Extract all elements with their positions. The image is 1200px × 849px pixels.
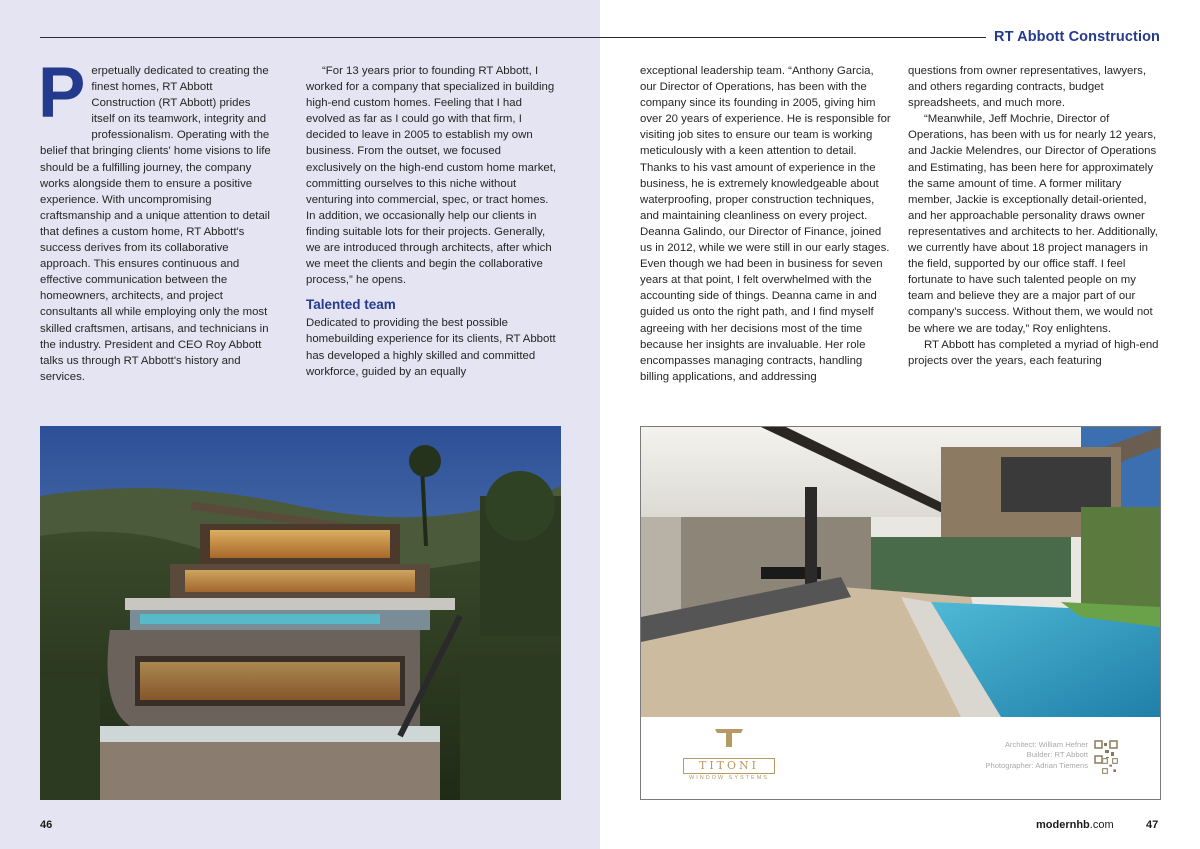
titoni-brand-name: TITONI (683, 758, 775, 774)
article-paragraph: “For 13 years prior to founding RT Abbott, I worked for a company that specialized in building high-end custom homes. Feeling that I had evolved as far as I could go with that firm, I decided to leave in 2005 to establish my own business. From the outset, we focused exclusively on the high-end custom home market, committing ourselves to this niche without venturing into commercial, spec, or tract homes. In addition, we occasionally help our clients in finding suitable lots for their projects. Generally, we are introduced through architects, after which we meet the clients and begin the collaborative process,” he opens. (306, 65, 557, 287)
article-paragraph: questions from owner representatives, lawyers, and others regarding contracts, budget spreadsheets, and much more. (908, 65, 1147, 110)
article-paragraph: erpetually dedicated to creating the finest homes, RT Abbott Construction (RT Abbott) prides itself on its teamwork, integrity and professionalism. Operating with the belief that bringing clients' home visions to life should be a fulfilling journey, the company works alongside them to ensure a positive experience. With uncompromising craftsmanship and a unique attention to detail that defines a custom home, RT Abbott's success derives from its collaborative approach. This ensures continuous and effective communication between the homeowners, architects, and project consultants all while employing only the most skilled craftsmen, artisans, and technicians in the industry. President and CEO Roy Abbott talks us through RT Abbott's history and services. (40, 65, 271, 383)
credit-builder: Builder: RT Abbott (1026, 750, 1088, 760)
photo-credits (985, 740, 1088, 771)
article-column-4 (908, 63, 1160, 369)
credit-photographer: Photographer: Adrian Tiemens (985, 760, 1088, 770)
house-photo (40, 426, 561, 800)
qr-code-small-icon[interactable] (1102, 758, 1118, 774)
house-photo-illustration (40, 426, 561, 800)
article-paragraph: RT Abbott has completed a myriad of high-end projects over the years, each featuring (908, 338, 1159, 367)
article-paragraph: Dedicated to providing the best possible homebuilding experience for its clients, RT Abbott has developed a highly skilled and committed workforce, guided by an equally (306, 317, 556, 378)
article-column-2 (306, 63, 558, 380)
page-number-left: 46 (40, 819, 53, 831)
article-column-1 (38, 54, 276, 385)
site-name[interactable] (1036, 819, 1114, 831)
section-heading: Talented team (306, 297, 396, 313)
site-tld: .com (1089, 819, 1114, 831)
article-paragraph: exceptional leadership team. “Anthony Garcia, our Director of Operations, has been with the company since its founding in 2005, giving him over 20 years of experience. He is responsible for visiting job sites to ensure our team is working meticulously with a keen attention to detail. Thanks to his vast amount of experience in the business, he is extremely knowledgeable about waterproofing, proper construction techniques, and maintaining cleanliness on every project. Deanna Galindo, our Director of Finance, joined us in 2012, while we were still in our early stages. Even though we had been in business for seven years at that point, I felt overwhelmed with the accounting side of things. Deanna came in and guided us onto the right path, and I find myself agreeing with her decisions most of the time because her insights are invaluable. Her role encompasses managing contracts, handling billing applications, and addressing (640, 65, 891, 383)
drop-cap: P (38, 54, 86, 133)
article-paragraph: “Meanwhile, Jeff Mochrie, Director of Operations, has been with us for nearly 12 years, and Jackie Melendres, our Director of Operations and Estimating, has been here for approximately the same amount of time. A former military member, Jackie is exceptionally detail-oriented, and her approachable personality draws owner representatives and architects to her. Additionally, we currently have about 18 project managers in the field, supported by our office staff. I feel fortunate to have such talented people on my team and believe they are a major part of our company's success. Without them, we would not be where we are today,” Roy enlightens. (908, 113, 1158, 335)
credit-architect: Architect: William Hefner (1004, 740, 1088, 749)
page-number-right: 47 (1146, 819, 1159, 831)
header-rule (40, 37, 986, 38)
interior-pool-photo (641, 427, 1160, 717)
titoni-advertisement (640, 426, 1161, 800)
article-column-3 (640, 63, 892, 385)
titoni-brand-subtitle: WINDOW SYSTEMS (689, 775, 769, 781)
header-title: RT Abbott Construction (994, 29, 1160, 45)
site-name-bold: modernhb (1036, 819, 1090, 831)
